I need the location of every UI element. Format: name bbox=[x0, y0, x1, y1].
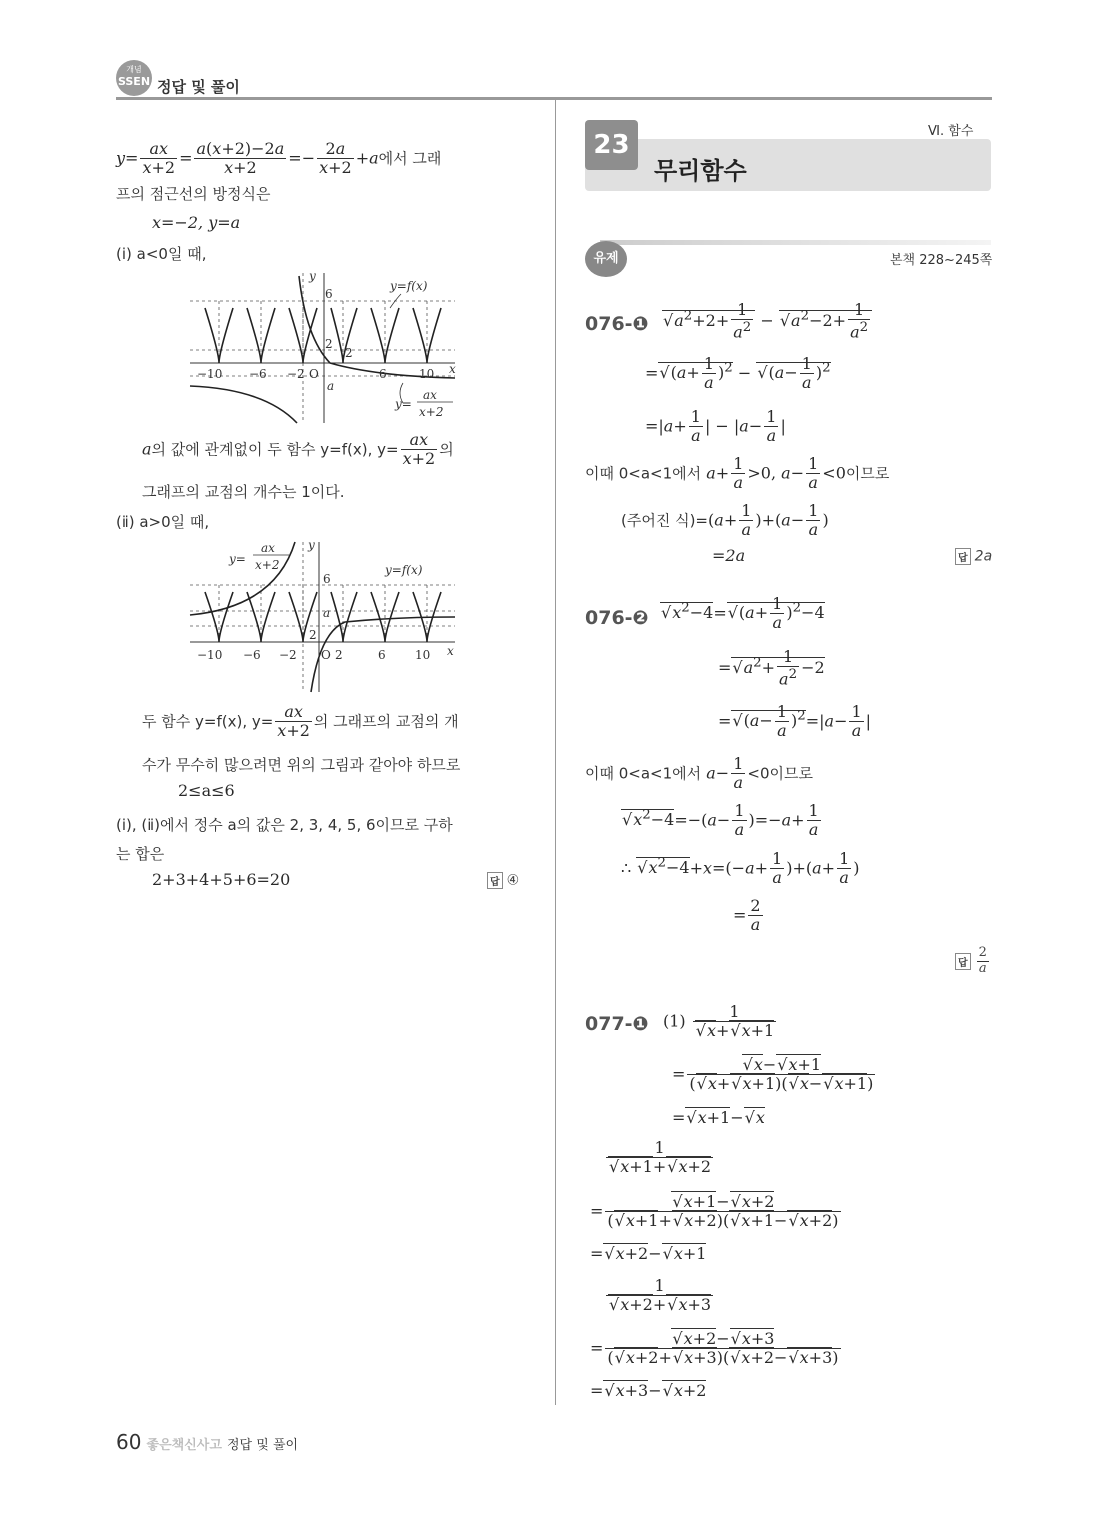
case2-heading: (ⅱ) a>0일 때, bbox=[116, 513, 210, 531]
case2-inequality: 2≤a≤6 bbox=[178, 781, 235, 800]
conclusion-line1: (ⅰ), (ⅱ)에서 정수 a의 값은 2, 3, 4, 5, 6이므로 구하 bbox=[116, 816, 453, 834]
p3-line2: = √ $\frac{x-√ x+1}{(√ x+√ x+1)(√ x-√ x+1)}$ bbox=[672, 1056, 877, 1094]
label-6: 6 bbox=[325, 287, 333, 301]
header-title: 정답 및 풀이 bbox=[157, 78, 240, 96]
column-divider bbox=[555, 100, 556, 1405]
label-2a: 2 bbox=[325, 337, 333, 351]
case2-note-line2: 수가 무수히 많으려면 위의 그림과 같아야 하므로 bbox=[142, 756, 461, 774]
brand-logo bbox=[116, 60, 152, 96]
case1-heading: (ⅰ) a<0일 때, bbox=[116, 245, 207, 263]
brand-text: SSEN bbox=[117, 75, 151, 88]
curve-den: x+2 bbox=[419, 405, 444, 419]
curve-label: y= bbox=[229, 552, 246, 566]
p3-line5: = √ $\frac{x+1-√ x+2}{(√ x+1+√ x+2)(√ x+1-√ x+2)}$ bbox=[590, 1193, 843, 1231]
tick-label: −10 bbox=[197, 367, 223, 381]
label-6: 6 bbox=[323, 572, 331, 586]
asymptote-equation: y= $\frac{ax}{x+2}$ = $\frac{a(x+2)-2a}{x+2}$ =− $\frac{2a}{x+2}$ +a에서 그래 bbox=[116, 139, 442, 178]
curve-num: ax bbox=[423, 388, 437, 402]
asymptote-values: x=−2, y=a bbox=[152, 213, 241, 232]
tick-label: −2 bbox=[287, 367, 305, 381]
asymptote-line2: 프의 점근선의 방정식은 bbox=[116, 185, 271, 203]
p3-line1: (1) 1 √ x+√ x+1 bbox=[663, 1003, 778, 1041]
axis-x-label: x bbox=[449, 362, 456, 376]
hyperbola-curve bbox=[190, 276, 455, 423]
p2-line5: ∴ √ $x^2-4+x=(-a+$ $\frac{1}{a}$ )+(a+ $\frac{1}{a}$ ) bbox=[621, 850, 860, 888]
graph-case2 bbox=[185, 537, 460, 697]
axis-y-label: y bbox=[308, 538, 315, 552]
fx-label: y=f(x) bbox=[390, 279, 428, 293]
tick-label: 6 bbox=[379, 367, 387, 381]
footer-brand: 좋은책신사고 bbox=[146, 1438, 222, 1453]
tick-label: −10 bbox=[197, 648, 223, 662]
section-number: 23 bbox=[593, 130, 630, 160]
section-title: 무리함수 bbox=[654, 157, 747, 185]
graph-case1 bbox=[185, 268, 460, 428]
axis-y-label: y bbox=[309, 269, 316, 283]
p3-line8: = √ $\frac{x+2-√ x+3}{(√ x+2+√ x+3)(√ x+2-√ x+3)}$ bbox=[590, 1330, 843, 1368]
label-2b: 2 bbox=[345, 346, 353, 360]
case1-note-line1: a의 값에 관계없이 두 함수 y=f(x), y= $\frac{ax}{x+2}$ 의 bbox=[142, 430, 454, 469]
case2-note-line1: 두 함수 y=f(x), y= $\frac{ax}{x+2}$ 의 그래프의 교점의 개 bbox=[142, 702, 459, 741]
label-a: a bbox=[323, 606, 331, 620]
tab-label: 유제 bbox=[593, 251, 619, 266]
p2-line3: =√ (a− $\frac{1}{a}$ )$^2$=|a− $\frac{1}{a}$ | bbox=[718, 703, 871, 741]
case1-note-line2: 그래프의 교점의 개수는 1이다. bbox=[142, 483, 345, 501]
problem-label: 077-❶ bbox=[585, 1013, 649, 1035]
label-2: 2 bbox=[309, 628, 317, 642]
page-number: 60 bbox=[116, 1430, 142, 1454]
footer bbox=[116, 1430, 298, 1454]
fx-pointer bbox=[390, 294, 401, 308]
footer-label: 정답 및 풀이 bbox=[227, 1438, 299, 1453]
p2-answer-mark: 답 $\frac{2}{a}$ bbox=[955, 946, 991, 977]
p2-line6: = $\frac{2}{a}$ bbox=[733, 896, 761, 935]
tick-label: −6 bbox=[249, 367, 267, 381]
chapter-label: Ⅵ. 함수 bbox=[928, 124, 974, 139]
tick-label: 2 bbox=[335, 648, 343, 662]
p2-line2: =√ $a^2+$ $\frac{1}{a^2}$ −2 bbox=[718, 648, 825, 689]
tab-badge bbox=[585, 241, 627, 277]
p1-line1: √ $a^2+2+$ $\frac{1}{a^2}$ − √ $a^2-2+$ $\frac{1}{a^2}$ bbox=[662, 301, 872, 342]
tick-label: O bbox=[321, 648, 331, 662]
header-rule bbox=[116, 97, 992, 100]
answer-mark: 답 ④ bbox=[487, 872, 519, 889]
p1-answer-mark: 답 2a bbox=[955, 548, 992, 565]
grid-dashed bbox=[190, 273, 455, 423]
p3-line9: =√ x+3−√ x+2 bbox=[590, 1383, 706, 1399]
p3-line6: =√ x+2−√ x+1 bbox=[590, 1246, 706, 1262]
tick-label: 6 bbox=[378, 648, 386, 662]
section-number-box bbox=[585, 120, 638, 170]
tick-label: 10 bbox=[415, 648, 431, 662]
problem-label: 076-❷ bbox=[585, 607, 649, 629]
tick-label: O bbox=[309, 367, 319, 381]
p2-line4: √ $x^2-4=-(a-$ $\frac{1}{a}$ )=−a+ $\frac{1}{a}$ bbox=[621, 802, 823, 840]
tick-label: −2 bbox=[279, 648, 297, 662]
curve-den: x+2 bbox=[255, 558, 280, 572]
brand-top: 개념 bbox=[126, 65, 142, 74]
axis-x-label: x bbox=[447, 644, 454, 658]
tick-label: 10 bbox=[419, 367, 435, 381]
p1-result: =2a bbox=[712, 546, 746, 565]
curve-label: y= bbox=[395, 397, 412, 411]
p1-line3: =|a+ $\frac{1}{a}$ | − |a− $\frac{1}{a}$ | bbox=[645, 407, 786, 446]
conclusion-line2: 는 합은 bbox=[116, 845, 165, 863]
problem-label: 076-❶ bbox=[585, 313, 649, 335]
curve-num: ax bbox=[261, 541, 275, 555]
p3-line4: 1 √ x+1+√ x+2 bbox=[604, 1139, 715, 1177]
fx-label: y=f(x) bbox=[385, 563, 423, 577]
sum-equation: 2+3+4+5+6=20 bbox=[152, 870, 291, 889]
p2-condition: 이때 0<a<1에서 a− $\frac{1}{a}$ <0이므로 bbox=[585, 754, 813, 793]
tick-label: −6 bbox=[243, 648, 261, 662]
p1-given: (주어진 식)=(a+ $\frac{1}{a}$ )+(a− $\frac{1}{a}$ ) bbox=[621, 501, 829, 540]
p3-line3: =√ x+1−√ x bbox=[672, 1110, 765, 1126]
section-banner bbox=[585, 139, 991, 191]
p1-line2: =√ (a+ $\frac{1}{a}$ )$^2$ − √ (a− $\frac{1}{a}$ )$^2$ bbox=[645, 355, 831, 393]
asymptote-suffix: 에서 그래 bbox=[378, 149, 442, 168]
p3-line7: 1 √ x+2+√ x+3 bbox=[604, 1277, 715, 1315]
label-a: a bbox=[327, 379, 335, 393]
p1-condition: 이때 0<a<1에서 a+ $\frac{1}{a}$ >0, a− $\frac{1}{a}$ <0이므로 bbox=[585, 454, 890, 493]
p2-line1: √ $x^2-4=√$ (a+ $\frac{1}{a}$ )$^2$−4 bbox=[660, 595, 825, 633]
tab-rule bbox=[600, 240, 991, 245]
page-reference: 본책 228~245쪽 bbox=[890, 253, 993, 268]
